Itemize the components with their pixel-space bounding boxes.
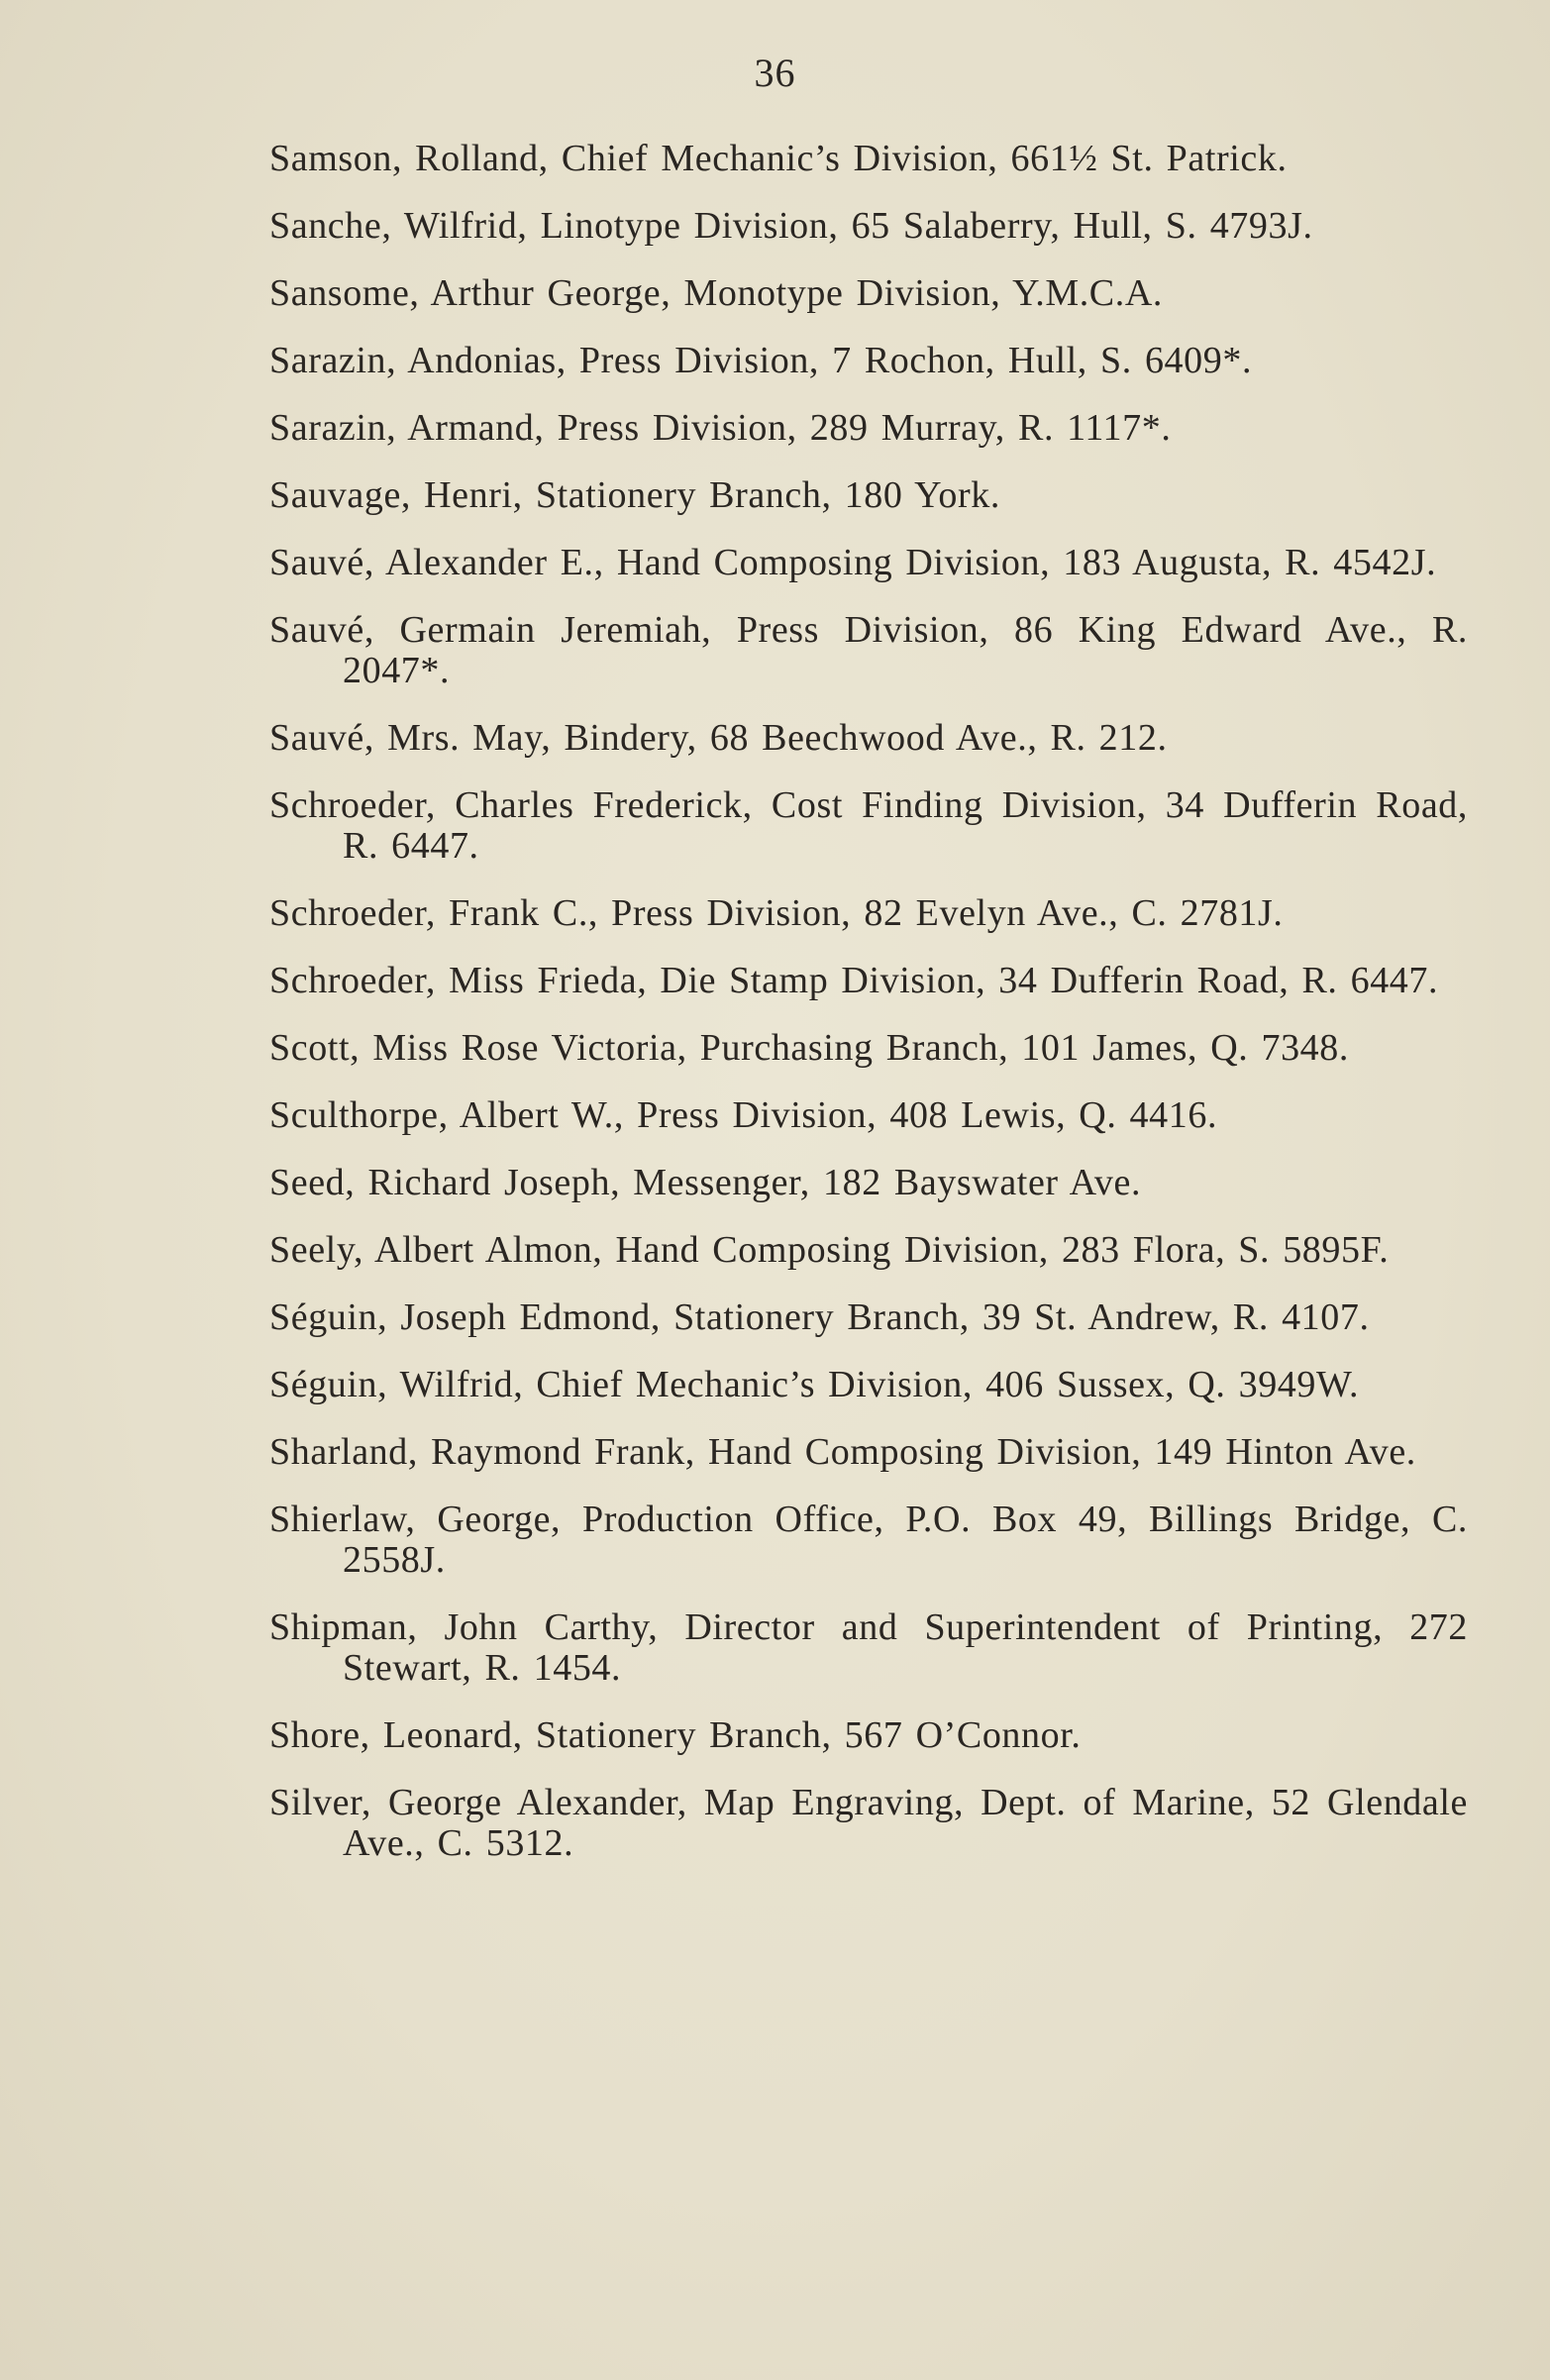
directory-entry: Sauvage, Henri, Stationery Branch, 180 York. [269,474,1000,516]
directory-entry: Sculthorpe, Albert W., Press Division, 408 Lewis, Q. 4416. [269,1094,1218,1136]
directory-entry: Sauvé, Mrs. May, Bindery, 68 Beechwood Ave., R. 212. [269,717,1168,759]
directory-entry: Seed, Richard Joseph, Messenger, 182 Bayswater Ave. [269,1162,1142,1203]
directory-entry: Séguin, Joseph Edmond, Stationery Branch, 39 St. Andrew, R. 4107. [269,1296,1370,1338]
directory-entry: Samson, Rolland, Chief Mechanic’s Division, 661½ St. Patrick. [269,138,1288,179]
directory-entry: Shore, Leonard, Stationery Branch, 567 O’Connor. [269,1714,1082,1756]
directory-entry: Schroeder, Charles Frederick, Cost Finding Division, 34 Dufferin Road, R. 6447. [269,784,1468,867]
directory-entry: Sharland, Raymond Frank, Hand Composing Division, 149 Hinton Ave. [269,1431,1416,1473]
directory-entry: Schroeder, Frank C., Press Division, 82 Evelyn Ave., C. 2781J. [269,892,1284,934]
page-number: 36 [754,51,796,95]
directory-entry: Sauvé, Germain Jeremiah, Press Division, 86 King Edward Ave., R. 2047*. [269,609,1468,691]
directory-entry: Sanche, Wilfrid, Linotype Division, 65 Salaberry, Hull, S. 4793J. [269,205,1313,247]
directory-entry: Scott, Miss Rose Victoria, Purchasing Branch, 101 James, Q. 7348. [269,1027,1349,1069]
directory-entry: Séguin, Wilfrid, Chief Mechanic’s Division, 406 Sussex, Q. 3949W. [269,1364,1360,1405]
directory-entry: Shipman, John Carthy, Director and Superintendent of Printing, 272 Stewart, R. 1454. [269,1606,1468,1689]
directory-entry: Sarazin, Andonias, Press Division, 7 Rochon, Hull, S. 6409*. [269,340,1253,381]
directory-entry: Shierlaw, George, Production Office, P.O. Box 49, Billings Bridge, C. 2558J. [269,1499,1468,1581]
directory-entry: Seely, Albert Almon, Hand Composing Division, 283 Flora, S. 5895F. [269,1229,1390,1271]
directory-entry: Sauvé, Alexander E., Hand Composing Division, 183 Augusta, R. 4542J. [269,542,1437,583]
directory-entry: Sarazin, Armand, Press Division, 289 Murray, R. 1117*. [269,407,1172,449]
directory-entry: Silver, George Alexander, Map Engraving, Dept. of Marine, 52 Glendale Ave., C. 5312. [269,1782,1468,1864]
directory-entry: Sansome, Arthur George, Monotype Division, Y.M.C.A. [269,272,1163,314]
directory-list [269,139,1468,1891]
directory-entry: Schroeder, Miss Frieda, Die Stamp Division, 34 Dufferin Road, R. 6447. [269,960,1439,1001]
